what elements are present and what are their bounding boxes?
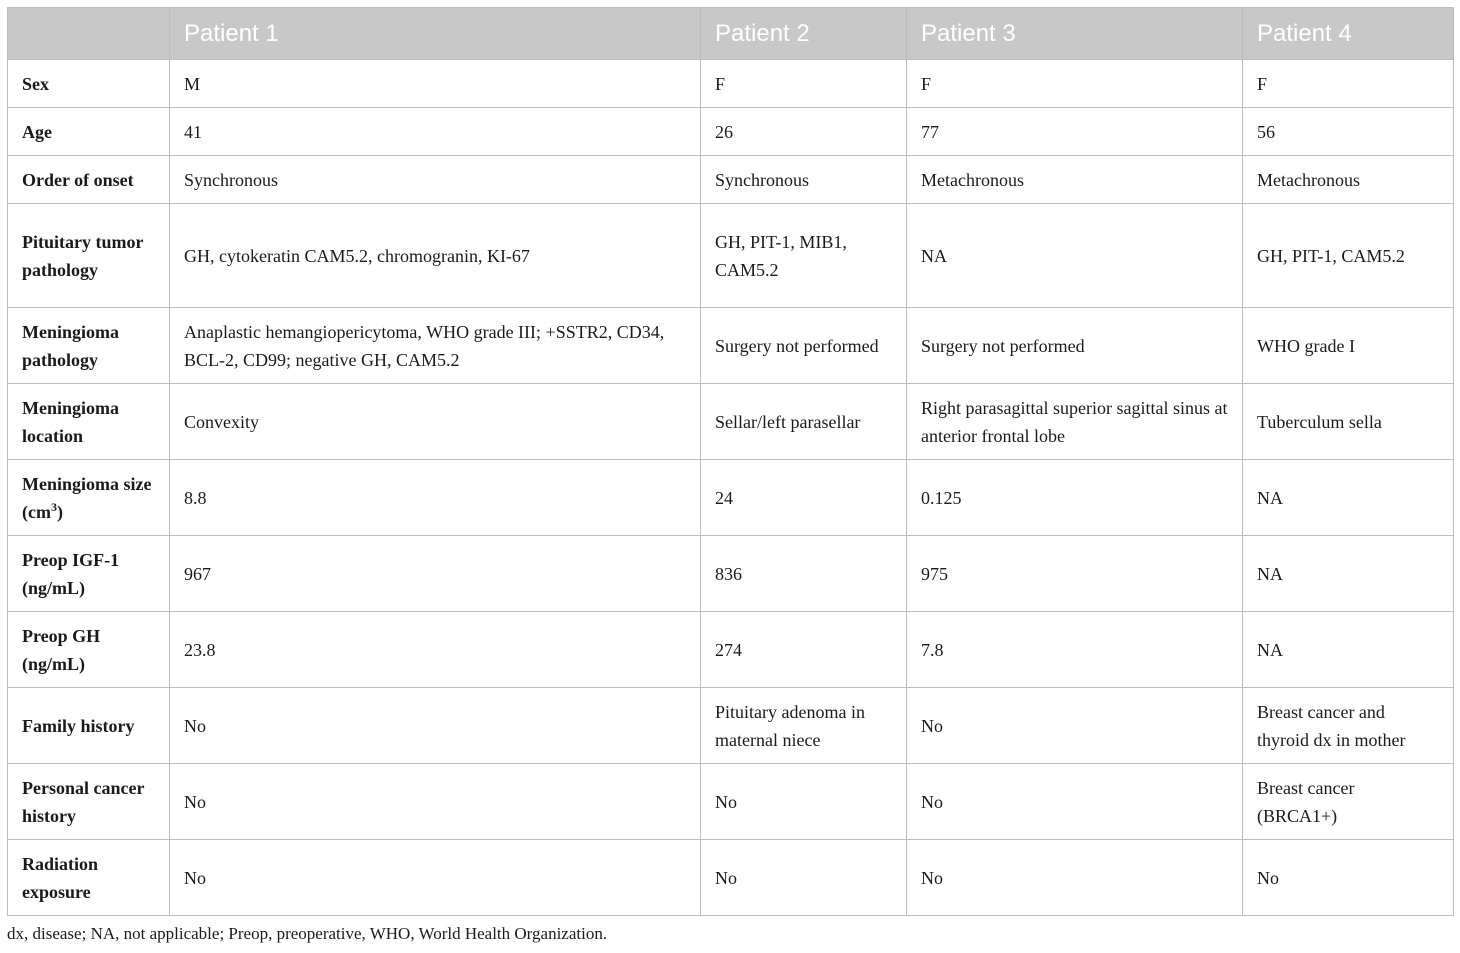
table-cell: M xyxy=(170,60,701,108)
row-label: Meningioma pathology xyxy=(8,308,170,384)
row-label: Preop GH (ng/mL) xyxy=(8,612,170,688)
row-label: Pituitary tumor pathology xyxy=(8,204,170,308)
table-cell: No xyxy=(701,840,907,916)
row-label: Preop IGF-1 (ng/mL) xyxy=(8,536,170,612)
table-cell: 56 xyxy=(1243,108,1454,156)
table-cell: No xyxy=(907,688,1243,764)
table-cell: NA xyxy=(1243,460,1454,536)
row-label: Radiation exposure xyxy=(8,840,170,916)
header-patient-3: Patient 3 xyxy=(907,8,1243,60)
table-cell: No xyxy=(170,688,701,764)
header-corner xyxy=(8,8,170,60)
table-row xyxy=(8,60,1454,108)
table-cell: No xyxy=(170,764,701,840)
table-cell: 0.125 xyxy=(907,460,1243,536)
table-cell: Breast cancer and thyroid dx in mother xyxy=(1243,688,1454,764)
table-row xyxy=(8,840,1454,916)
table-cell: Pituitary adenoma in maternal niece xyxy=(701,688,907,764)
table-cell: 41 xyxy=(170,108,701,156)
table-cell: Surgery not performed xyxy=(701,308,907,384)
table-cell: Synchronous xyxy=(170,156,701,204)
table-row xyxy=(8,308,1454,384)
header-row xyxy=(8,8,1454,60)
table-cell: No xyxy=(907,840,1243,916)
table-cell: 77 xyxy=(907,108,1243,156)
row-label-text: Meningioma size (cm xyxy=(22,473,152,522)
table-cell: Tuberculum sella xyxy=(1243,384,1454,460)
table-cell: 7.8 xyxy=(907,612,1243,688)
table-cell: GH, PIT-1, MIB1, CAM5.2 xyxy=(701,204,907,308)
table-cell: 274 xyxy=(701,612,907,688)
row-label: Personal cancer history xyxy=(8,764,170,840)
table-cell: F xyxy=(701,60,907,108)
table-footnote: dx, disease; NA, not applicable; Preop, preoperative, WHO, World Health Organization. xyxy=(7,924,608,943)
table-row xyxy=(8,384,1454,460)
header-patient-1: Patient 1 xyxy=(170,8,701,60)
table-cell: 24 xyxy=(701,460,907,536)
table-cell: NA xyxy=(1243,612,1454,688)
table-cell: No xyxy=(170,840,701,916)
table-cell: Breast cancer (BRCA1+) xyxy=(1243,764,1454,840)
table-cell: 23.8 xyxy=(170,612,701,688)
table-cell: F xyxy=(1243,60,1454,108)
table-cell: No xyxy=(1243,840,1454,916)
row-label: Sex xyxy=(8,60,170,108)
table-row xyxy=(8,108,1454,156)
table-row xyxy=(8,688,1454,764)
table-cell: Convexity xyxy=(170,384,701,460)
row-label: Age xyxy=(8,108,170,156)
table-cell: GH, PIT-1, CAM5.2 xyxy=(1243,204,1454,308)
table-row xyxy=(8,156,1454,204)
table-cell: Surgery not performed xyxy=(907,308,1243,384)
table-cell: 967 xyxy=(170,536,701,612)
table-cell: F xyxy=(907,60,1243,108)
table-row xyxy=(8,204,1454,308)
row-label: Meningioma location xyxy=(8,384,170,460)
table-cell: WHO grade I xyxy=(1243,308,1454,384)
table-cell: 8.8 xyxy=(170,460,701,536)
table-cell: Anaplastic hemangiopericytoma, WHO grade III; +SSTR2, CD34, BCL-2, CD99; negative GH, CAM5.2 xyxy=(170,308,701,384)
table-cell: Right parasagittal superior sagittal sinus at anterior frontal lobe xyxy=(907,384,1243,460)
patient-table xyxy=(7,7,1454,916)
table-cell: Metachronous xyxy=(907,156,1243,204)
table-cell: NA xyxy=(907,204,1243,308)
table-row xyxy=(8,536,1454,612)
table-cell: 26 xyxy=(701,108,907,156)
row-label-superscript: 3 xyxy=(50,499,57,514)
table-row xyxy=(8,460,1454,536)
table-cell: No xyxy=(907,764,1243,840)
table-row xyxy=(8,764,1454,840)
table-cell: Metachronous xyxy=(1243,156,1454,204)
table-cell: 836 xyxy=(701,536,907,612)
table-cell: Sellar/left parasellar xyxy=(701,384,907,460)
row-label: Order of onset xyxy=(8,156,170,204)
row-label-suffix: ) xyxy=(56,501,63,522)
table-cell: Synchronous xyxy=(701,156,907,204)
table-row xyxy=(8,612,1454,688)
header-patient-2: Patient 2 xyxy=(701,8,907,60)
header-patient-4: Patient 4 xyxy=(1243,8,1454,60)
row-label: Family history xyxy=(8,688,170,764)
table-cell: NA xyxy=(1243,536,1454,612)
table-cell: No xyxy=(701,764,907,840)
table-cell: 975 xyxy=(907,536,1243,612)
table-cell: GH, cytokeratin CAM5.2, chromogranin, KI-67 xyxy=(170,204,701,308)
row-label-size xyxy=(8,460,170,536)
